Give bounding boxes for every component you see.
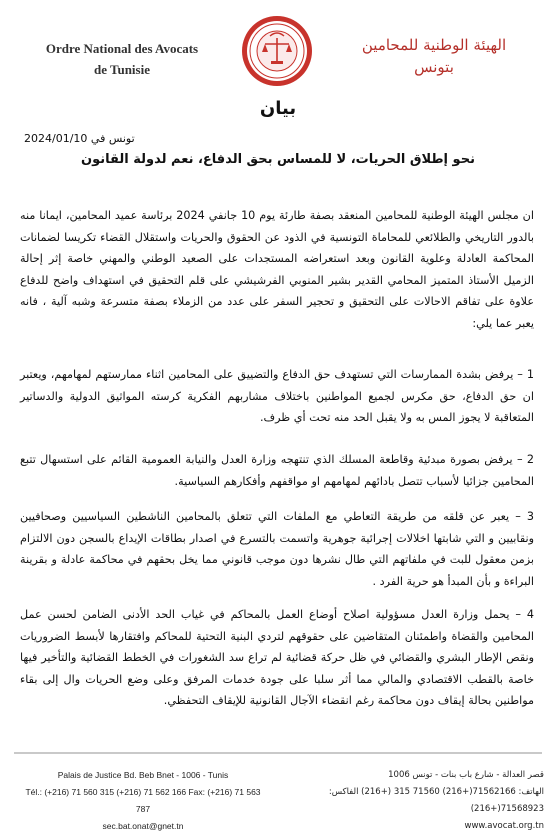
footer-email[interactable]: sec.bat.onat@gnet.tn [102,821,184,831]
letterhead [0,0,556,100]
bar-association-seal-logo [240,14,314,88]
footer-website[interactable]: www.avocat.org.tn [464,821,544,831]
french-org-name [22,38,222,80]
arabic-org-line1: الهيئة الوطنية للمحامين [361,36,507,54]
footer-french-contact [18,767,268,835]
arabic-org-name [334,34,534,78]
point-2: 2 – يرفض بصورة مبدئية وقاطعة المسلك الذي تنتهجه وزارة العدل والنيابة العمومية القائم على استسهال تتبع المحامين جزائيا لأسباب تتصل بادائهم لمهامهم او مواقفهم وأفكارهم السياسية. [20,453,534,488]
arabic-org-line2: بتونس [414,58,454,76]
intro-paragraph: ان مجلس الهيئة الوطنية للمحامين المنعقد بصفة طارئة يوم 10 جانفي 2024 برئاسة عميد المحامين، ايمانا منه بالدور التاريخي والطلائعي للمحاماة التونسية في الذود عن الحقوق والحريات واستقلال القضاء تكريسا لضمانات المحاكمة العادلة وعلوية القانون وبعد استعراضه المستجدات على الصعيد الوطني والمهني خاصة إثر إحالة الزميل الأستاذ المتميز المحامي القدير بشير المنوبي الفرشيشي على قلم التحقيق في استهداف واضح للدفاع علاوة على تفاقم الاحالات على التحقيق و تحجير السفر على عدد من الزملاء بصفة متسرعة وشبه آلية ، فانه يعبر عما يلي: [20,209,535,330]
document-date: تونس في 2024/01/10 [24,132,135,145]
footer-address-ar: قصر العدالة - شارع باب بنات - تونس 1006 [388,770,544,780]
footer-arabic-contact [294,767,544,835]
point-3: 3 – يعبر عن قلقه من طريقة التعاطي مع الملفات التي تتعلق بالمحامين الناشطين السياسيين وصحافيين ونقابيين و التي شابتها اخلالات إجرائية جوهرية واتسمت بالتسرع في اصدار بطاقات الإيداع بالسجن دون الالتزام بزمن معقول للبت في ملفاتهم التي طال نشرها دون موجب قانوني مما يخل بحقهم في محاكمة عادلة و بقرينة البراءة و بأن المبدأ هو حرية الفرد . [20,510,534,588]
footer-phone-ar: الهاتف: 71562166(+216) 71560 315 (+216) الفاكس: 71568923(+216) [328,787,544,814]
french-org-line2: de Tunisie [93,62,150,77]
footer-address-fr: Palais de Justice Bd. Beb Bnet - 1006 - Tunis [57,770,229,780]
footer-phone-fr: Tél.: (+216) 71 560 315 (+216) 71 562 166 Fax: (+216) 71 563 787 [25,787,261,814]
french-org-line1: Ordre National des Avocats [45,41,199,56]
footer-divider [14,752,542,754]
document-title: بيان [259,98,297,119]
document-subtitle: نحو إطلاق الحريات، لا للمساس بحق الدفاع، نعم لدولة القانون [81,152,475,167]
point-1: 1 – يرفض بشدة الممارسات التي تستهدف حق الدفاع والتضييق على المحامين اثناء ممارستهم لمهامهم، ويعتبر ان حق الدفاع، حق مكرس لجميع المواطنين باختلاف مشاربهم الفكرية كرسته المواثيق الدولية والدساتير المتعاقبة لا يجوز المس به ولا يقبل الحد منه تحت أي ظرف. [20,368,534,424]
point-4: 4 – يحمل وزارة العدل مسؤولية اصلاح أوضاع العمل بالمحاكم في غياب الحد الأدنى الضامن لحسن عمل المحامين والقضاة واطمئنان المتقاضين على حقوقهم لتردي البنية التحتية للمحاكم وافتقارها لأبسط الضروريات ونقص الإطار البشري والقضائي في ظل حركة قضائية لم تراع سد الشغورات في الخطط القضائية والتأخير فيها خاصة بالقطب الاقتصادي والمالي مما أثر سلبا على جودة خدمات المرفق وعلى وضع الحريات وال إلى بقاء مواطنين بحالة إيقاف دون محاكمة رغم انقضاء الآجال القانونية للإيقاف التحفظي. [20,608,534,707]
